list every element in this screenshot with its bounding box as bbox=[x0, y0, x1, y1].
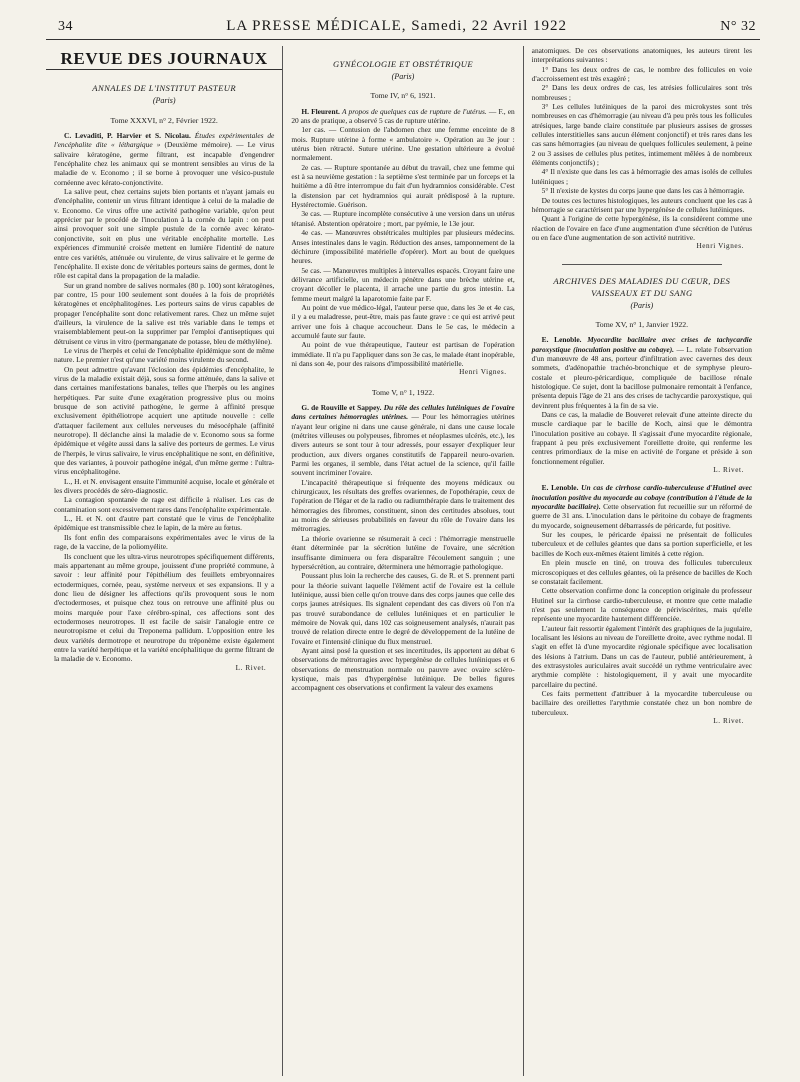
paragraph: Quant à l'origine de cette hypergénèse, ils la considèrent comme une réaction de l'ovaire en face d'une augmentation d'une sécrétion de l'utérus ou en face d'une augmentation de son activité nutritive. bbox=[531, 214, 753, 242]
abstract-text: — Pour les hémorragies utérines n'ayant leur origine ni dans une cause générale, ni dans une cause locale (métrites villeuses ou polypeuses, fibromes et néoplasmes ulcérés, etc.), les divers auteurs se sont tour à tour adressés, pour essayer d'expliquer leur production, aux divers organes constitutifs de l'appareil neuro-ovarien. Parmi les organes, il semble, dans l'état actuel de la science, qu'il faille souvent incriminer l'ovaire. bbox=[291, 412, 515, 478]
abstract-authors: E. Lenoble. bbox=[541, 335, 582, 345]
section-place: (Paris) bbox=[630, 300, 654, 310]
list-item: 4° Il n'existe que dans les cas à hémorragie des amas isolés de cellules lutéiniques ; bbox=[531, 167, 753, 186]
signature: Henri Vignes. bbox=[696, 242, 745, 251]
rubric-title: REVUE DES JOURNAUX bbox=[46, 46, 282, 70]
paragraph: L., H. et N. ont d'autre part constaté que le virus de l'encéphalite épidémique est transmissible chez le lapin, de la mère au fœtus. bbox=[54, 514, 275, 533]
paragraph: Cette observation confirme donc la conception originale du professeur Hutinel sur la cirrhose cardio-tuberculeuse, et montre que cette maladie n'est pas seulement la conséquence de périviscérites, mais qu'elle représente une myocardite hautement différenciée. bbox=[531, 586, 753, 624]
abstract-authors: C. Levaditi, P. Harvier et S. Nicolau. bbox=[64, 131, 191, 141]
abstract-authors: H. Fleurent. bbox=[301, 106, 340, 116]
page-number: 34 bbox=[58, 19, 73, 34]
paragraph: Ils concluent que les ultra-virus neurotropes spécifiquement différents, mais appartenant au même groupe, jouissent d'une propriété commune, à savoir : leur affinité pour l'épithélium des feuillets embryonnaires ectodermiques, cornée, peau, système nerveux et ses expansions. Il y a donc lieu de désigner les affections qu'ils provoquent sous le nom d'ectodermoses, et puisque chez tous on retrouve une affinité plus ou moins marquée pour l'axe cérébro-spinal, ces affections sont des ectodermoses neurotropes. Il est facile de saisir l'analogie entre ce neurotropisme et celui du Treponema pallidum. L'opposition entre les deux variétés dermotrope et neurotrope du tréponème existe également entre la variété herpétique et la variété encéphalitique du germe filtrant de la maladie de v. Economo. bbox=[54, 551, 275, 664]
paragraph: En plein muscle en tiné, on trouva des follicules tuberculeux microscopiques et des cellules géantes, où la présence de bacilles de Koch se constatait facilement. bbox=[531, 558, 753, 586]
paragraph: Au point de vue thérapeutique, l'auteur est partisan de l'opération immédiate. Il n'a pu l'appliquer dans son 3e cas, le malade étant inopérable, ni dans son 4e, pour des raisons d'impossibilité matérielle. bbox=[291, 340, 515, 368]
abstract-paragraph bbox=[54, 131, 274, 187]
case-paragraph: 2e cas. — Rupture spontanée au début du travail, chez une femme qui est à sa neuvième gestation : la septième s'est terminée par un forceps et la huitième a dû être interrompue du fait d'un hydramnios considérable. C'est la distension par cet hydramnios qui aurait prédisposé à la rupture. Hystérectomie. Guérison. bbox=[291, 162, 515, 210]
paragraph: L'auteur fait ressortir également l'intérêt des graphiques de la jugulaire, localisant les lésions au niveau de l'oreillette droite, avec rythme nodal. Il s'agit en effet là d'une myocardite régionale spécifique avec localisation des lésions à l'atrium. Dans un cas de l'auteur, publié antérieurement, à des extrasystoles auriculaires avait succédé un rythme ventriculaire avec arythmie complète : histologiquement, il y avait une myocardite parcellaire du pectiné. bbox=[531, 623, 753, 689]
paragraph: De toutes ces lectures histologiques, les auteurs concluent que les cas à hémorragie se caractérisent par une hypergénèse de cellules lutéiniques. bbox=[531, 195, 753, 214]
column-1 bbox=[46, 46, 282, 1076]
column-2 bbox=[282, 46, 522, 1076]
paragraph: Ayant ainsi posé la question et ses incertitudes, ils apportent au débat 6 observations de métrorragies avec hypergénèse de cellules lutéiniques et 6 observations de menstruation normale ou pauvre avec ovaire scléro-kystique, mais pas d'hypergénèse lutéinique. De belles figures accompagnent ces observations et confirment la valeur des examens bbox=[291, 645, 515, 693]
signature: Henri Vignes. bbox=[459, 368, 507, 377]
signature: L. Rivet. bbox=[713, 717, 745, 725]
abstract-paragraph bbox=[291, 107, 514, 126]
abstract-text: Cette observation fut recueillie sur un réformé de guerre de 31 ans. L'inoculation dans le péritoine du cobaye de fragments du myocarde, soigneusement débarrassés de péricarde, fut positive. bbox=[531, 502, 753, 530]
column-3 bbox=[523, 46, 760, 1076]
case-paragraph: 5e cas. — Manœuvres multiples à intervalles espacés. Croyant faire une délivrance artificielle, un médecin pénètre dans une brèche utérine et, croyant décoller le placenta, il arrache une partie du gros intestin. La femme meurt malgré la laparotomie faite par F. bbox=[291, 265, 515, 303]
tome-line: Tome XXXVI, n° 2, Février 1922. bbox=[110, 115, 218, 125]
section-title: ARCHIVES DES MALADIES DU CŒUR, DES VAISSEAUX ET DU SANG bbox=[553, 275, 731, 298]
signature: L. Rivet. bbox=[235, 663, 267, 672]
abstract-paragraph bbox=[532, 335, 752, 410]
section-title: ANNALES DE L'INSTITUT PASTEUR bbox=[92, 83, 237, 94]
paragraph: Le virus de l'herpès et celui de l'encéphalite épidémique sont de même nature. Le premier n'est qu'une variété moins virulente du second. bbox=[54, 345, 275, 365]
paragraph: Sur un grand nombre de salives normales (80 p. 100) sont kératogènes, par contre, 15 pour 100 seulement sont douées à la fois de propriétés kératogènes et encéphalitogènes. Les porteurs sains de virus capables de propager l'encéphalite sont donc relativement rares. Chez un même sujet d'ailleurs, la virulence de la salive est très variable dans le temps et vraisemblablement peut-on la supprimer par l'emploi d'antiseptiques qui détruisent ce virus in vitro (permanganate de potasse, bleu de méthylène). bbox=[54, 280, 275, 346]
paragraph: Poussant plus loin la recherche des causes, G. de R. et S. prennent parti pour la théorie suivant laquelle l'élément actif de l'ovaire est la cellule lutéinique, aussi bien celle qu'on trouve dans des corps jaunes que celle des corps jaunes atrésiques. Ils signalent cependant des cas divers où l'on n'a pas trouvé surabondance de cellules lutéiniques et en particulier le mémoire de Novak qui, dans 102 cas soigneusement analysés, n'aurait pas trouvé de relation directe entre le degré de développement de la lutéine de l'ovaire et l'intensité clinique du flux menstruel. bbox=[291, 571, 515, 646]
paragraph: La salive peut, chez certains sujets bien portants et n'ayant jamais eu d'encéphalite, contenir un virus filtrant identique à celui de la maladie de v. Economo. Ce virus offre une activité pathogène variable, qu'on peut apprécier par le procédé de l'inoculation à la cornée du lapin : on peut ainsi provoquer soit une simple pustule de la cornée avec kérato-conjonctivite, soit en plus une véritable encéphalite mortelle. Les expériences d'immunité croisée mettent en lumière l'identité de nature entre ces variétés, atténuée ou virulente, de virus salivaire et le germe de l'encéphalite. Il existe donc de véritables porteurs sains de germes, dont le rôle est capital dans la propagation de la maladie. bbox=[54, 187, 275, 281]
running-head bbox=[46, 18, 760, 40]
paragraph: Ces faits permettent d'attribuer à la myocardite tuberculeuse ou bacillaire des oreillettes l'arythmie constatée chez un bon nombre de tuberculeux. bbox=[531, 688, 753, 717]
signature: L. Rivet. bbox=[713, 466, 745, 475]
list-item: 1° Dans les deux ordres de cas, le nombre des follicules en voie d'accroissement est très exagéré ; bbox=[531, 64, 753, 84]
list-item: 3° Les cellules lutéiniques de la paroi des microkystes sont très nombreuses en cas d'hémorragie (au niveau d'à peu près tous les follicules atrésiques, large bande claire constituée par plusieurs assises de grosses cellules interstitielles sans aucun élément conjonctif) et très rares dans les cas sans hémorragies (au niveau de quelques follicules seulement, à peine 2 ou 3 assises de cellules plus petites, intimement mêlées à de nombreux éléments conjonctifs) ; bbox=[531, 102, 753, 168]
tome-line: Tome IV, n° 6, 1921. bbox=[370, 91, 436, 101]
divider bbox=[562, 264, 722, 265]
abstract-paragraph bbox=[291, 403, 514, 478]
abstract-title: Myocardite bacillaire avec crises de tachycardie paroxystique (inoculation positive au cobaye). bbox=[531, 335, 753, 354]
list-item: 2° Dans les deux ordres de cas, les atrésies folliculaires sont très nombreuses ; bbox=[531, 83, 753, 102]
issue-number: N° 32 bbox=[720, 19, 756, 34]
section-place: (Paris) bbox=[152, 96, 176, 106]
paragraph: La contagion spontanée de rage est difficile à réaliser. Les cas de contamination sont excessivement rares dans l'encéphalite expérimentale. bbox=[54, 495, 275, 514]
section-title: GYNÉCOLOGIE ET OBSTÉTRIQUE bbox=[332, 59, 474, 69]
paragraph: L., H. et N. envisagent ensuite l'immunité acquise, locale et générale et les divers procédés de séro-diagnostic. bbox=[54, 476, 275, 496]
abstract-paragraph bbox=[532, 483, 752, 530]
abstract-authors: E. Lenoble. bbox=[541, 483, 579, 493]
paragraph: Sur les coupes, le péricarde épaissi ne présentait de follicules tuberculeux et de cellules géantes que dans sa portion superficielle, et les bacilles de Koch eux-mêmes étaient limités à cette région. bbox=[531, 530, 753, 558]
case-paragraph: 4e cas. — Manœuvres obstétricales multiples par plusieurs médecins. Anses intestinales dans le vagin. Réduction des anses, tamponnement de la déchirure (impossibilité matérielle d'opérer). Mort au bout de quelques heures. bbox=[291, 228, 515, 266]
case-paragraph: 1er cas. — Contusion de l'abdomen chez une femme enceinte de 8 mois. Rupture utérine à forme « ambulatoire ». Opération au 3e jour : utérus bien rétracté. Suture utérine. Une gestation ultérieure a évolué normalement. bbox=[291, 125, 515, 163]
abstract-text: (Deuxième mémoire). — Le virus salivaire kératogène, germe filtrant, est incapable d'engendrer l'encéphalite chez les animaux qui se montrent sensibles au virus de la maladie de v. Economo ; il se borne à provoquer une vésico-pustule cornéenne avec kérato-conjonctivite. bbox=[54, 140, 275, 187]
columns bbox=[46, 46, 760, 1076]
section-place: (Paris) bbox=[391, 72, 415, 81]
abstract-title: Études expérimentales de l'encéphalite dite « léthargique » bbox=[54, 131, 275, 150]
abstract-text: — L. relate l'observation d'un manœuvre de 48 ans, porteur d'infiltration avec cavernes des deux sommets, d'adénopathie trachéo-bronchique et de symphyse pleuro-costale et pleuro-péricardique, compliquée de bacillose rénale histologique. Ce sujet, dont la bacillose pulmonaire remontait à l'enfance, présenta depuis l'âge de 21 ans des crises de tachycardie paroxystique, qui devinrent plus fréquentes à la fin de sa vie. bbox=[531, 344, 753, 410]
paragraph: Dans ce cas, la maladie de Bouveret relevait d'une atteinte directe du muscle cardiaque par le bacille de Koch, ainsi que le démontra l'inoculation positive au cobaye. Il s'agissait d'une myocardite régionale, frappant à peu près exclusivement l'oreillette droite, qui renferme les centres primordiaux de la mise en activité de l'organe et préside à son fonctionnement régulier. bbox=[531, 410, 753, 466]
tome-line: Tome V, n° 1, 1922. bbox=[371, 387, 435, 397]
abstract-title: Du rôle des cellules lutéiniques de l'ovaire dans certaines hémorragies utérines. bbox=[291, 403, 515, 422]
tome-line: Tome XV, n° 1, Janvier 1922. bbox=[595, 319, 689, 329]
abstract-authors: G. de Rouville et Sappey. bbox=[301, 403, 382, 412]
paragraph: Ils font enfin des comparaisons expérimentales avec le virus de la rage, de la vaccine, de la poliomyélite. bbox=[54, 532, 275, 552]
case-paragraph: 3e cas. — Rupture incomplète consécutive à une version dans un utérus tétanisé. Abstention opératoire ; mort, par pyémie, le 13e jour. bbox=[291, 209, 515, 228]
paragraph: Au point de vue médico-légal, l'auteur perse que, dans les 3e et 4e cas, il y a eu maladresse, peut-être, mais pas faute grave : ce qui est arrivé peut arriver une fois à chaque accoucheur. Dans le 5e cas, le médecin a accumulé faute sur faute. bbox=[291, 302, 515, 340]
list-item: 5° Il n'existe de kystes du corps jaune que dans les cas à hémorragie. bbox=[541, 186, 745, 196]
paragraph: L'incapacité thérapeutique si fréquente des moyens médicaux ou chirurgicaux, les résultats des greffes ovariennes, de l'opothérapie, ceux de l'opération de l'Iégar et de la radio ou radiumthérapie dans le traitement des hémorragies des fibromes, constituent, sinon des certitudes absolues, tout au moins de sérieuses probabilités en faveur du rôle de l'ovaire dans les métrorragies. bbox=[291, 477, 515, 534]
abstract-title: Un cas de cirrhose cardio-tuberculeuse d'Hutinel avec inoculation positive du myocarde au cobaye (contribution à l'étude de la myocardite bacillaire). bbox=[531, 483, 753, 512]
paragraph: anatomiques. De ces observations anatomiques, les auteurs tirent les interprétations suivantes : bbox=[531, 46, 753, 65]
journal-title: LA PRESSE MÉDICALE, Samedi, 22 Avril 1922 bbox=[226, 18, 567, 34]
abstract-text: — F., en 20 ans de pratique, a observé 5 cas de rupture utérine. bbox=[291, 106, 515, 126]
abstract-title: A propos de quelques cas de rupture de l'utérus. bbox=[342, 106, 487, 116]
paragraph: La théorie ovarienne se résumerait à ceci : l'hémorragie menstruelle étant déterminée par la sécrétion lutéine de l'ovaire, une sécrétion insuffisante diminuera ou fera disparaître l'écoulement sanguin ; une hypersécrétion, au contraire, déterminera une hémorragie pathologique. bbox=[291, 533, 515, 571]
paragraph: On peut admettre qu'avant l'éclosion des épidémies d'encéphalite, le virus de la maladie existait déjà, sous sa forme atténuée, dans la salive et dans certaines manifestations banales, telles que l'herpès ou les angines herpétiques. Par suite d'une exagération progressive plus ou moins brusque de son activité pathogène, le germe à affinité presque exclusivement épithéliotrope acquiert une aptitude nouvelle : celle d'attaquer facilement aux cellules nerveuses du mésocéphale (affinité neurotrope). Il déclanche ainsi la maladie de v. Economo sous sa forme épidémique et végète aussi dans la salive des porteurs de germes. Le virus de l'herpès, le virus salivaire, le virus encéphalitique ne sont, en définitive, que des variantes, à pouvoir pathogène inégal, d'un même germe : l'ultra-virus encéphalitogène. bbox=[54, 364, 275, 477]
